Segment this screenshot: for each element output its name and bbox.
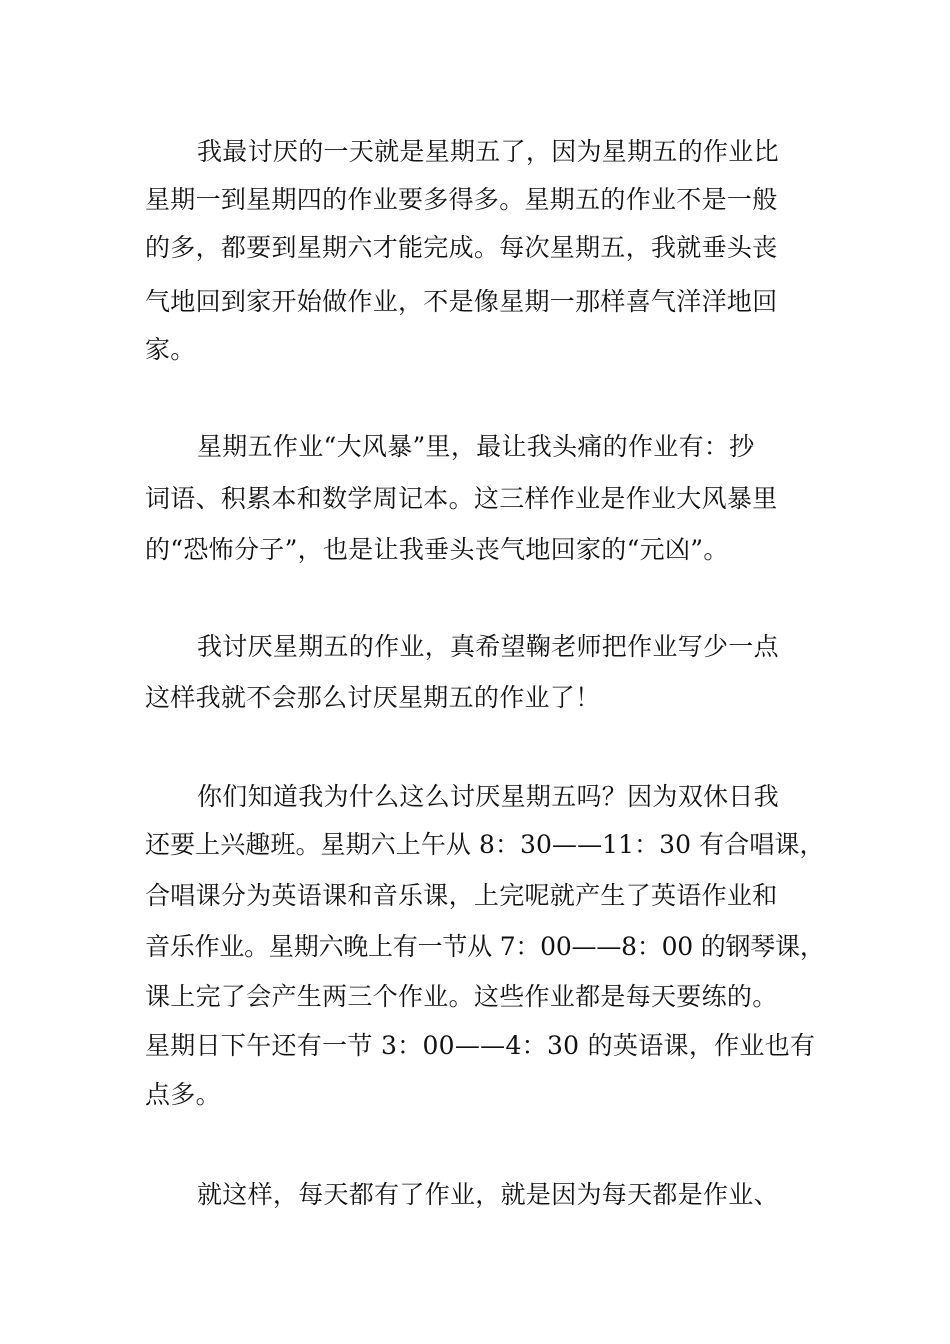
- paragraph-1-line-2: 星期一到星期四的作业要多得多。星期五的作业不是一般: [145, 185, 778, 214]
- paragraph-2-line-3: 的“恐怖分子”，也是让我垂头丧气地回家的“元凶”。: [145, 535, 729, 564]
- paragraph-2-line-1: 星期五作业“大风暴”里，最让我头痛的作业有：抄: [197, 432, 755, 461]
- paragraph-4-line-5: 课上完了会产生两三个作业。这些作业都是每天要练的。: [145, 982, 778, 1011]
- paragraph-2-line-2: 词语、积累本和数学周记本。这三样作业是作业大风暴里: [145, 484, 778, 513]
- paragraph-3-line-1: 我讨厌星期五的作业，真希望鞠老师把作业写少一点: [197, 632, 779, 661]
- paragraph-1-line-1: 我最讨厌的一天就是星期五了，因为星期五的作业比: [197, 137, 779, 166]
- paragraph-1-line-3: 的多，都要到星期六才能完成。每次星期五，我就垂头丧: [145, 233, 778, 262]
- paragraph-4-line-6: 星期日下午还有一节 3：00——4：30 的英语课，作业也有: [145, 1031, 816, 1060]
- paragraph-4-line-7: 点多。: [145, 1080, 221, 1109]
- paragraph-4-line-3: 合唱课分为英语课和音乐课，上完呢就产生了英语作业和: [145, 881, 778, 910]
- paragraph-4-line-2: 还要上兴趣班。星期六上午从 8：30——11：30 有合唱课，: [145, 830, 825, 859]
- paragraph-1-line-4: 气地回到家开始做作业，不是像星期一那样喜气洋洋地回: [145, 287, 778, 316]
- paragraph-5-line-1: 就这样，每天都有了作业，就是因为每天都是作业、: [197, 1180, 779, 1209]
- paragraph-3-line-2: 这样我就不会那么讨厌星期五的作业了！: [145, 683, 601, 712]
- paragraph-1-line-5: 家。: [145, 335, 196, 364]
- paragraph-4-line-1: 你们知道我为什么这么讨厌星期五吗？因为双休日我: [197, 782, 779, 811]
- paragraph-4-line-4: 音乐作业。星期六晚上有一节从 7：00——8：00 的钢琴课，: [145, 932, 825, 961]
